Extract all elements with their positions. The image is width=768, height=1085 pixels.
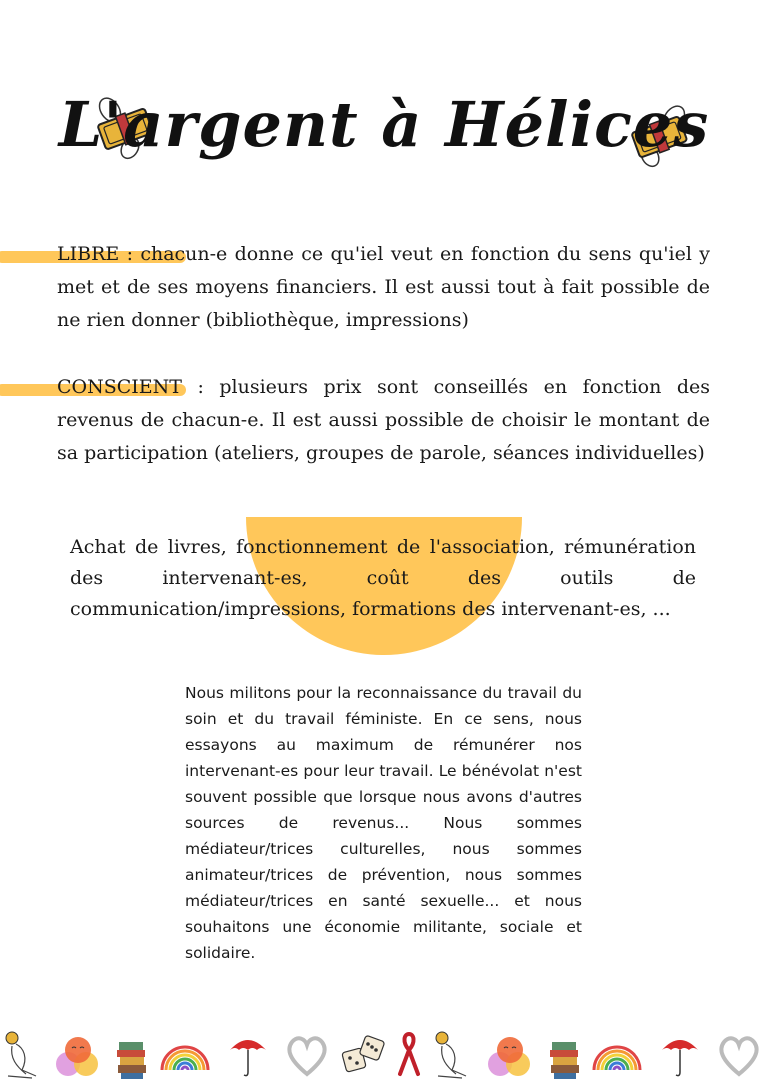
rainbow-icon <box>158 1030 212 1080</box>
heart-icon <box>284 1030 330 1080</box>
woman-sketch-icon <box>2 1030 40 1080</box>
conscient-keyword: CONSCIENT <box>57 376 182 398</box>
libre-keyword: LIBRE <box>57 243 120 265</box>
dice-icon <box>340 1030 388 1080</box>
woman-sketch-icon <box>432 1030 470 1080</box>
books-icon <box>115 1030 149 1080</box>
statement-text: Nous militons pour la reconnaissance du travail du soin et du travail féministe. En ce sens, nous essayons au maximum de rémunérer nos intervenant-es pour leur travail. Le bénévolat n'est souvent possible que lorsque nous avons d'autres sources de revenus... Nous sommes médiateur/trices culturelles, nous sommes animateur/trices de prévention, nous sommes médiateur/trices en santé sexuelle... et nous souhaitons une économie militante, sociale et solidaire. <box>185 684 582 962</box>
books-icon <box>548 1030 582 1080</box>
libre-text: : chacun-e donne ce qu'iel veut en fonction du sens qu'iel y met et de ses moyens financiers. Il est aussi tout à fait possible de ne rien donner (bibliothèque, impressions) <box>57 243 710 331</box>
ribbon-icon <box>394 1030 424 1080</box>
umbrella-icon <box>226 1030 270 1080</box>
umbrella-icon <box>658 1030 702 1080</box>
conscient-paragraph <box>57 371 710 470</box>
rainbow-icon <box>590 1030 644 1080</box>
page-title: L'argent à Hélices <box>58 88 710 161</box>
expenses-text: Achat de livres, fonctionnement de l'association, rémunération des intervenant-es, coût des outils de communication/impressions, formations des intervenant-es, ... <box>70 536 696 620</box>
footer-icons <box>0 1030 768 1085</box>
libre-paragraph <box>57 238 710 337</box>
faces-icon <box>54 1030 102 1080</box>
conscient-text: : plusieurs prix sont conseillés en fonction des revenus de chacun-e. Il est aussi possible de choisir le montant de sa participation (ateliers, groupes de parole, séances individuelles) <box>57 376 710 464</box>
heart-icon <box>716 1030 762 1080</box>
faces-icon <box>486 1030 534 1080</box>
